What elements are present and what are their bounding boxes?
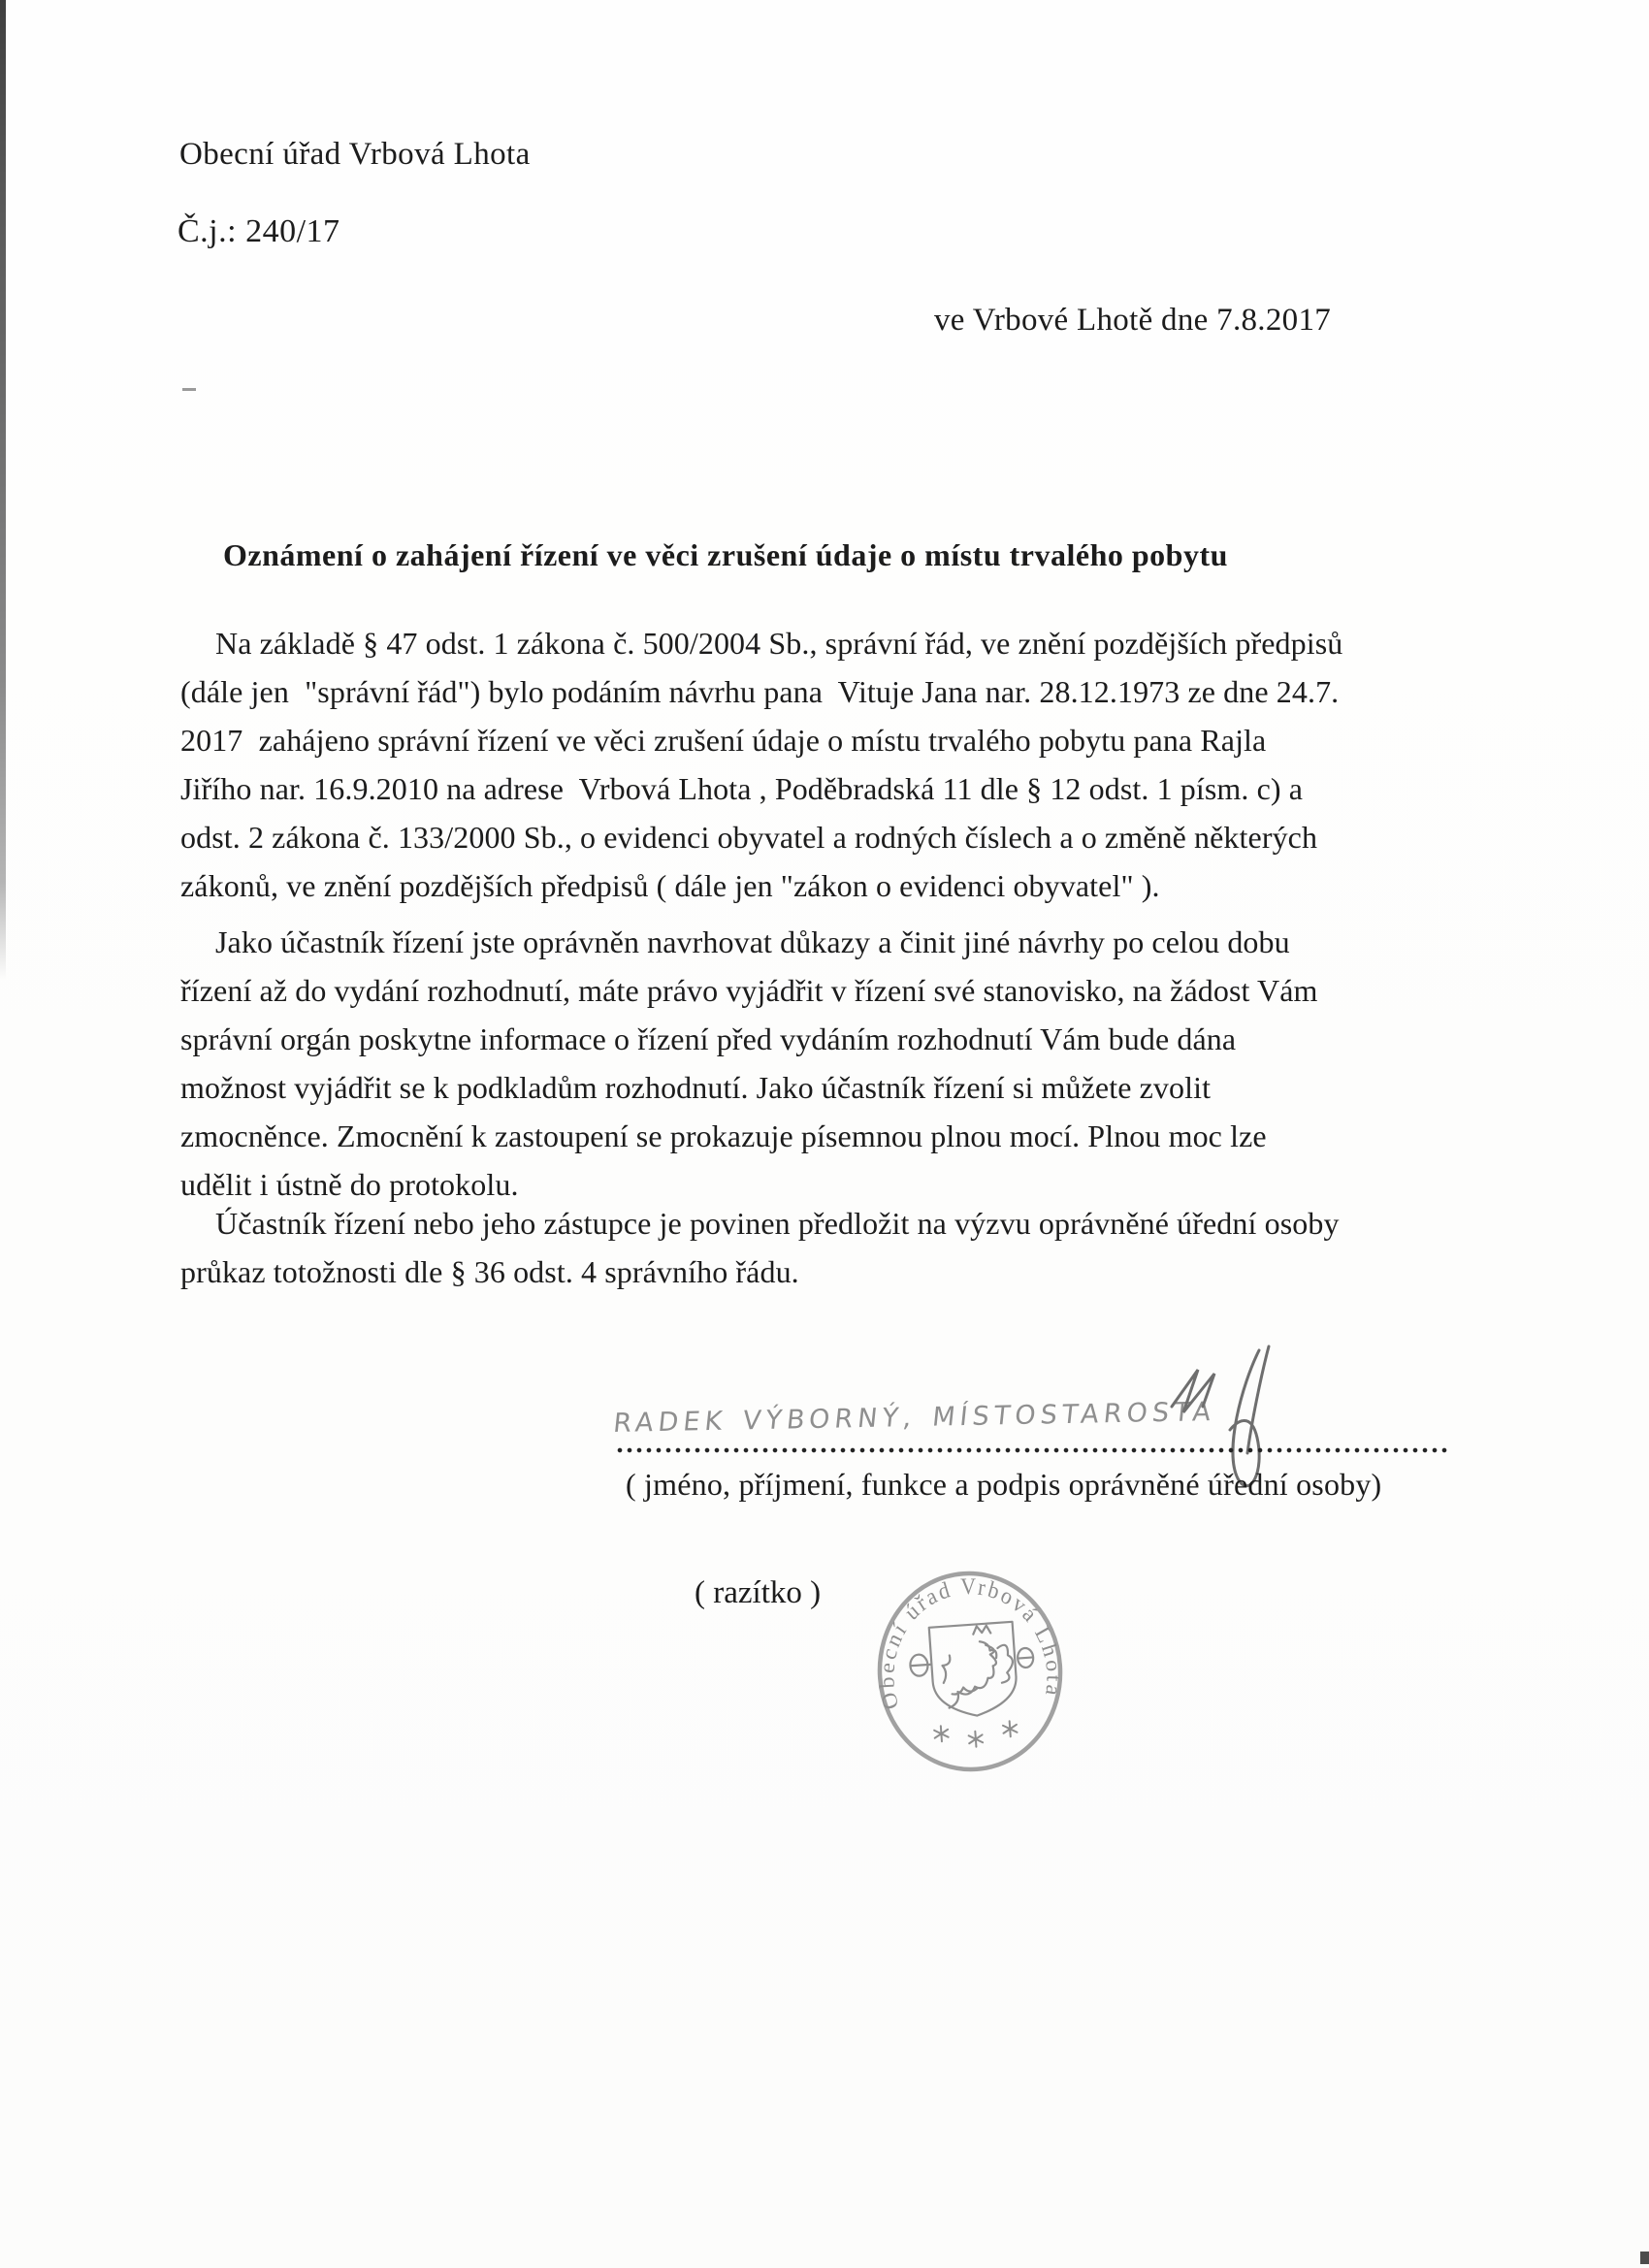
stamp-label: ( razítko ): [695, 1575, 822, 1610]
paragraph-identity-obligation: [180, 1199, 1340, 1296]
document-title: Oznámení o zahájení řízení ve věci zrušení údaje o místu trvalého pobytu: [223, 537, 1228, 572]
text-line: Účastník řízení nebo jeho zástupce je povinen předložit na výzvu oprávněné úřední osoby: [215, 1206, 1340, 1241]
text-line: zmocněnce. Zmocnění k zastoupení se prokazuje písemnou plnou mocí. Plnou moc lze: [180, 1118, 1267, 1153]
dateline: ve Vrbové Lhotě dne 7.8.2017: [934, 303, 1332, 338]
text-line: správní orgán poskytne informace o řízení před vydáním rozhodnutí Vám bude dána: [180, 1021, 1237, 1056]
reference-number: Č.j.: 240/17: [178, 213, 340, 249]
text-line: průkaz totožnosti dle § 36 odst. 4 správního řádu.: [180, 1254, 799, 1289]
paragraph-participant-rights: [180, 918, 1318, 1209]
text-line: odst. 2 zákona č. 133/2000 Sb., o evidenci obyvatel a rodných číslech a o změně některých: [180, 820, 1318, 855]
paragraph-legal-basis: [180, 619, 1342, 910]
handwritten-name-title: RADEK VÝBORNÝ, MÍSTOSTAROSTA: [611, 1397, 1217, 1439]
signature-caption: ( jméno, příjmení, funkce a podpis oprávněné úřední osoby): [626, 1467, 1382, 1502]
stamp-stars: [934, 1721, 1018, 1750]
text-line: Jako účastník řízení jste oprávněn navrhovat důkazy a činit jiné návrhy po celou dobu: [215, 924, 1290, 959]
text-line: Jiřího nar. 16.9.2010 na adrese Vrbová Lhota , Poděbradská 11 dle § 12 odst. 1 písm. c) a: [180, 771, 1304, 806]
stamp-ring-text: Obecní úřad Vrbová Lhota: [874, 1572, 1067, 1713]
lion-shield-icon: [929, 1622, 1018, 1719]
text-line: zákonů, ve znění pozdějších předpisů ( dále jen "zákon o evidenci obyvatel" ).: [180, 868, 1160, 903]
official-round-stamp: [871, 1564, 1069, 1779]
sender-name: Obecní úřad Vrbová Lhota: [179, 137, 531, 172]
text-line: možnost vyjádřit se k podkladům rozhodnutí. Jako účastník řízení si můžete zvolit: [180, 1070, 1212, 1105]
scan-speck: [182, 388, 196, 391]
scan-edge-artifact: [0, 0, 6, 980]
text-line: Na základě § 47 odst. 1 zákona č. 500/2004 Sb., správní řád, ve znění pozdějších předpisů: [215, 626, 1343, 661]
text-line: řízení až do vydání rozhodnutí, máte právo vyjádřit v řízení své stanovisko, na žádost Vám: [180, 973, 1318, 1008]
scan-corner-artifact: [1640, 2252, 1649, 2264]
text-line: 2017 zahájeno správní řízení ve věci zrušení údaje o místu trvalého pobytu pana Rajla: [180, 723, 1267, 758]
text-line: (dále jen "správní řád") bylo podáním návrhu pana Vituje Jana nar. 28.12.1973 ze dne 24.7.: [180, 674, 1340, 709]
text-line: udělit i ústně do protokolu.: [180, 1167, 519, 1202]
signature-dotted-line: [617, 1447, 1447, 1453]
